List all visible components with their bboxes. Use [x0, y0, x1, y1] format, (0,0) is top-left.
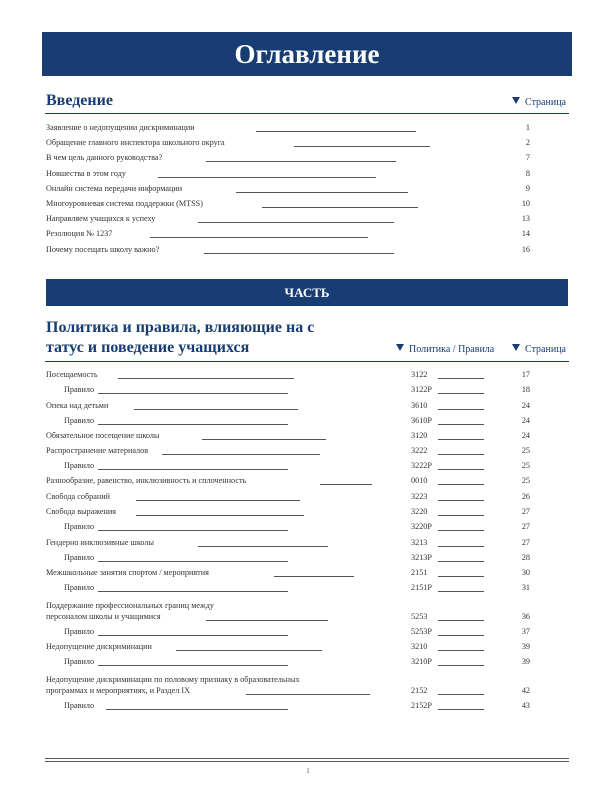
leader-line	[206, 620, 328, 621]
policy-code: 3220P	[411, 522, 432, 531]
intro-page-column-header: Страница	[512, 97, 566, 108]
footer-rule	[45, 761, 569, 762]
leader-line	[294, 146, 430, 147]
intro-item[interactable]	[46, 151, 568, 165]
intro-divider	[45, 113, 569, 114]
policy-item-page: 18	[521, 385, 530, 394]
leader-line	[438, 424, 484, 425]
policy-item-label: Посещаемость	[46, 370, 98, 379]
policy-item[interactable]	[46, 490, 568, 504]
leader-line	[136, 515, 304, 516]
leader-line	[134, 409, 298, 410]
policy-item-page: 39	[521, 657, 530, 666]
policy-item-page: 25	[521, 476, 530, 485]
leader-line	[256, 131, 416, 132]
intro-item-label: Почему посещать школу важно?	[46, 244, 160, 254]
policy-item-page: 27	[521, 507, 530, 516]
triangle-down-icon	[512, 97, 520, 104]
policy-code: 5253	[411, 612, 428, 621]
intro-item-page: 2	[525, 138, 530, 148]
leader-line	[176, 650, 322, 651]
leader-line	[106, 709, 288, 710]
policy-code: 3213P	[411, 553, 432, 562]
policy-item[interactable]	[46, 368, 568, 382]
policy-code: 3122P	[411, 385, 432, 394]
leader-line	[262, 207, 418, 208]
intro-item-label: Резолюция № 1237	[46, 229, 113, 239]
policy-item-page: 25	[521, 446, 530, 455]
policy-item[interactable]	[46, 474, 568, 488]
leader-line	[438, 515, 484, 516]
policy-rule-label: Правило	[64, 416, 95, 425]
policy-item-page: 25	[521, 461, 530, 470]
policy-item-label: Обязательное посещение школы	[46, 431, 160, 440]
intro-item[interactable]	[46, 227, 568, 241]
policy-rule-label: Правило	[64, 385, 95, 394]
intro-item[interactable]	[46, 121, 568, 135]
policy-section-header	[46, 318, 568, 358]
policy-item-page: 31	[521, 583, 530, 592]
leader-line	[98, 665, 288, 666]
leader-line	[150, 237, 368, 238]
leader-line	[438, 576, 484, 577]
leader-line	[98, 469, 288, 470]
policy-item[interactable]	[46, 399, 568, 413]
policy-item[interactable]	[46, 383, 568, 397]
policy-code: 3223	[411, 492, 428, 501]
leader-line	[320, 484, 372, 485]
leader-line	[158, 177, 376, 178]
leader-line	[438, 694, 484, 695]
leader-line	[438, 561, 484, 562]
intro-item-label: Новшества в этом году	[46, 168, 126, 178]
intro-item-label: Заявление о недопущении дискриминации	[46, 123, 195, 132]
leader-line	[438, 591, 484, 592]
leader-line	[198, 546, 328, 547]
leader-line	[438, 709, 484, 710]
policy-item[interactable]	[46, 429, 568, 443]
leader-line	[438, 500, 484, 501]
policy-rule-label: Правило	[64, 627, 95, 636]
leader-line	[98, 530, 288, 531]
leader-line	[438, 620, 484, 621]
leader-line	[118, 378, 294, 379]
triangle-down-icon	[512, 344, 520, 351]
policy-item-label: Свобода собраний	[46, 492, 111, 501]
leader-line	[274, 576, 354, 577]
intro-item-label: Многоуровневая система поддержки (MTSS)	[46, 199, 203, 208]
intro-item-label: Обращение главного инспектора школьного округа	[46, 138, 225, 148]
policy-page-column-header: Страница	[512, 344, 566, 355]
intro-item-label: Онлайн система передачи информации	[46, 183, 183, 193]
intro-item-page: 7	[525, 153, 530, 163]
policy-item[interactable]	[46, 640, 568, 654]
leader-line	[198, 222, 394, 223]
policy-code: 3122	[411, 370, 428, 379]
intro-item[interactable]	[46, 212, 568, 226]
policy-item-label: Распространение материалов	[46, 446, 149, 455]
policy-code: 0010	[411, 476, 428, 485]
leader-line	[438, 393, 484, 394]
policy-rule-label: Правило	[64, 657, 95, 666]
policy-title-line2: татус и поведение учащихся	[46, 339, 250, 356]
policy-item-page: 43	[521, 701, 530, 710]
policy-code: 3610P	[411, 416, 432, 425]
policy-item-page: 26	[521, 492, 530, 501]
policy-item-label-cont: программах и мероприятиях, и Раздел IX	[46, 686, 190, 695]
intro-item-label: Направляем учащихся к успеху	[46, 214, 156, 224]
policy-item-label: Межшкольные занятия спортом / мероприятия	[46, 568, 209, 577]
intro-item-page: 10	[521, 199, 530, 208]
intro-item-page: 9	[525, 183, 530, 193]
policy-item-page: 27	[521, 538, 530, 547]
policy-code: 3220	[411, 507, 428, 516]
policy-code: 3222P	[411, 461, 432, 470]
policy-code: 3213	[411, 538, 428, 547]
part-label: ЧАСТЬ	[284, 285, 330, 300]
leader-line	[98, 424, 288, 425]
footer-rule	[45, 758, 569, 759]
policy-item-page: 42	[521, 686, 530, 695]
policy-item[interactable]	[46, 581, 568, 595]
intro-item[interactable]	[46, 136, 568, 150]
policy-item-label: Поддержание профессиональных границ между	[46, 601, 214, 610]
leader-line	[438, 439, 484, 440]
policy-item-page: 24	[521, 401, 530, 410]
policy-item-page: 27	[521, 522, 530, 531]
policy-item[interactable]	[46, 520, 568, 534]
intro-item[interactable]	[46, 182, 568, 196]
leader-line	[438, 650, 484, 651]
intro-section-header	[46, 92, 568, 112]
policy-code: 5253P	[411, 627, 432, 636]
policy-item-label-cont: персоналом школы и учащимися	[46, 612, 161, 621]
leader-line	[98, 561, 288, 562]
policy-code: 2151P	[411, 583, 432, 592]
policy-item-label: Свобода выражения	[46, 507, 117, 516]
leader-line	[236, 192, 408, 193]
intro-item[interactable]	[46, 167, 568, 181]
leader-line	[438, 409, 484, 410]
policy-item[interactable]	[46, 414, 568, 428]
policy-code: 3210	[411, 642, 428, 651]
leader-line	[438, 665, 484, 666]
policy-item[interactable]	[46, 566, 568, 580]
policy-item-page: 37	[521, 627, 530, 636]
leader-line	[98, 635, 288, 636]
intro-item-page: 13	[521, 214, 530, 224]
policy-title-line1: Политика и правила, влияющие на с	[46, 319, 315, 336]
toc-title-banner	[42, 32, 572, 76]
policy-rule-label: Правило	[64, 461, 95, 470]
policy-code: 3222	[411, 446, 428, 455]
policy-item-label: Недопущение дискриминации по половому признаку в образовательных	[46, 675, 300, 684]
leader-line	[204, 253, 394, 254]
leader-line	[136, 500, 300, 501]
leader-line	[246, 694, 370, 695]
part-banner	[46, 279, 568, 306]
intro-item-page: 16	[521, 244, 530, 254]
policy-item[interactable]	[46, 444, 568, 458]
leader-line	[438, 546, 484, 547]
intro-title: Введение	[46, 92, 113, 109]
policy-item[interactable]	[46, 655, 568, 669]
intro-item[interactable]	[46, 243, 568, 257]
policy-item-page: 28	[521, 553, 530, 562]
intro-item[interactable]	[46, 197, 568, 211]
policy-item-label: Разнообразие, равенство, инклюзивность и сплоченность	[46, 476, 247, 485]
policy-item[interactable]	[46, 459, 568, 473]
leader-line	[438, 454, 484, 455]
policy-item[interactable]	[46, 505, 568, 519]
triangle-down-icon	[396, 344, 404, 351]
policy-rule-label: Правило	[64, 701, 95, 710]
policy-rule-label: Правило	[64, 522, 95, 531]
policy-item[interactable]	[46, 625, 568, 639]
toc-title: Оглавление	[234, 39, 380, 69]
policy-divider	[45, 361, 569, 362]
leader-line	[438, 635, 484, 636]
policy-column-header: Политика / Правила	[396, 344, 494, 355]
policy-code: 2152P	[411, 701, 432, 710]
leader-line	[438, 378, 484, 379]
policy-code: 2151	[411, 568, 428, 577]
policy-item-page: 39	[521, 642, 530, 651]
intro-item-label: В чем цель данного руководства?	[46, 153, 163, 163]
page-number: 1	[306, 767, 310, 775]
policy-item[interactable]	[46, 601, 568, 624]
policy-item-label: Гендерно инклюзивные школы	[46, 538, 154, 547]
policy-code: 2152	[411, 686, 428, 695]
policy-item-page: 24	[521, 416, 530, 425]
policy-item-page: 17	[521, 370, 530, 379]
policy-item-page: 36	[521, 612, 530, 621]
policy-code: 3120	[411, 431, 428, 440]
policy-item-label: Недопущение дискриминации	[46, 642, 152, 651]
policy-item-page: 24	[521, 431, 530, 440]
policy-item-page: 30	[521, 568, 530, 577]
intro-item-page: 1	[525, 123, 530, 132]
policy-item[interactable]	[46, 675, 568, 698]
intro-item-page: 8	[525, 168, 530, 178]
leader-line	[206, 161, 396, 162]
intro-item-page: 14	[521, 229, 530, 239]
leader-line	[162, 454, 320, 455]
policy-item-label: Опека над детьми	[46, 401, 109, 410]
leader-line	[438, 469, 484, 470]
policy-item[interactable]	[46, 699, 568, 713]
policy-rule-label: Правило	[64, 583, 95, 592]
policy-item[interactable]	[46, 551, 568, 565]
policy-rule-label: Правило	[64, 553, 95, 562]
leader-line	[202, 439, 326, 440]
policy-item[interactable]	[46, 536, 568, 550]
leader-line	[98, 393, 288, 394]
policy-code: 3210P	[411, 657, 432, 666]
policy-code: 3610	[411, 401, 428, 410]
leader-line	[438, 530, 484, 531]
leader-line	[98, 591, 288, 592]
leader-line	[438, 484, 484, 485]
